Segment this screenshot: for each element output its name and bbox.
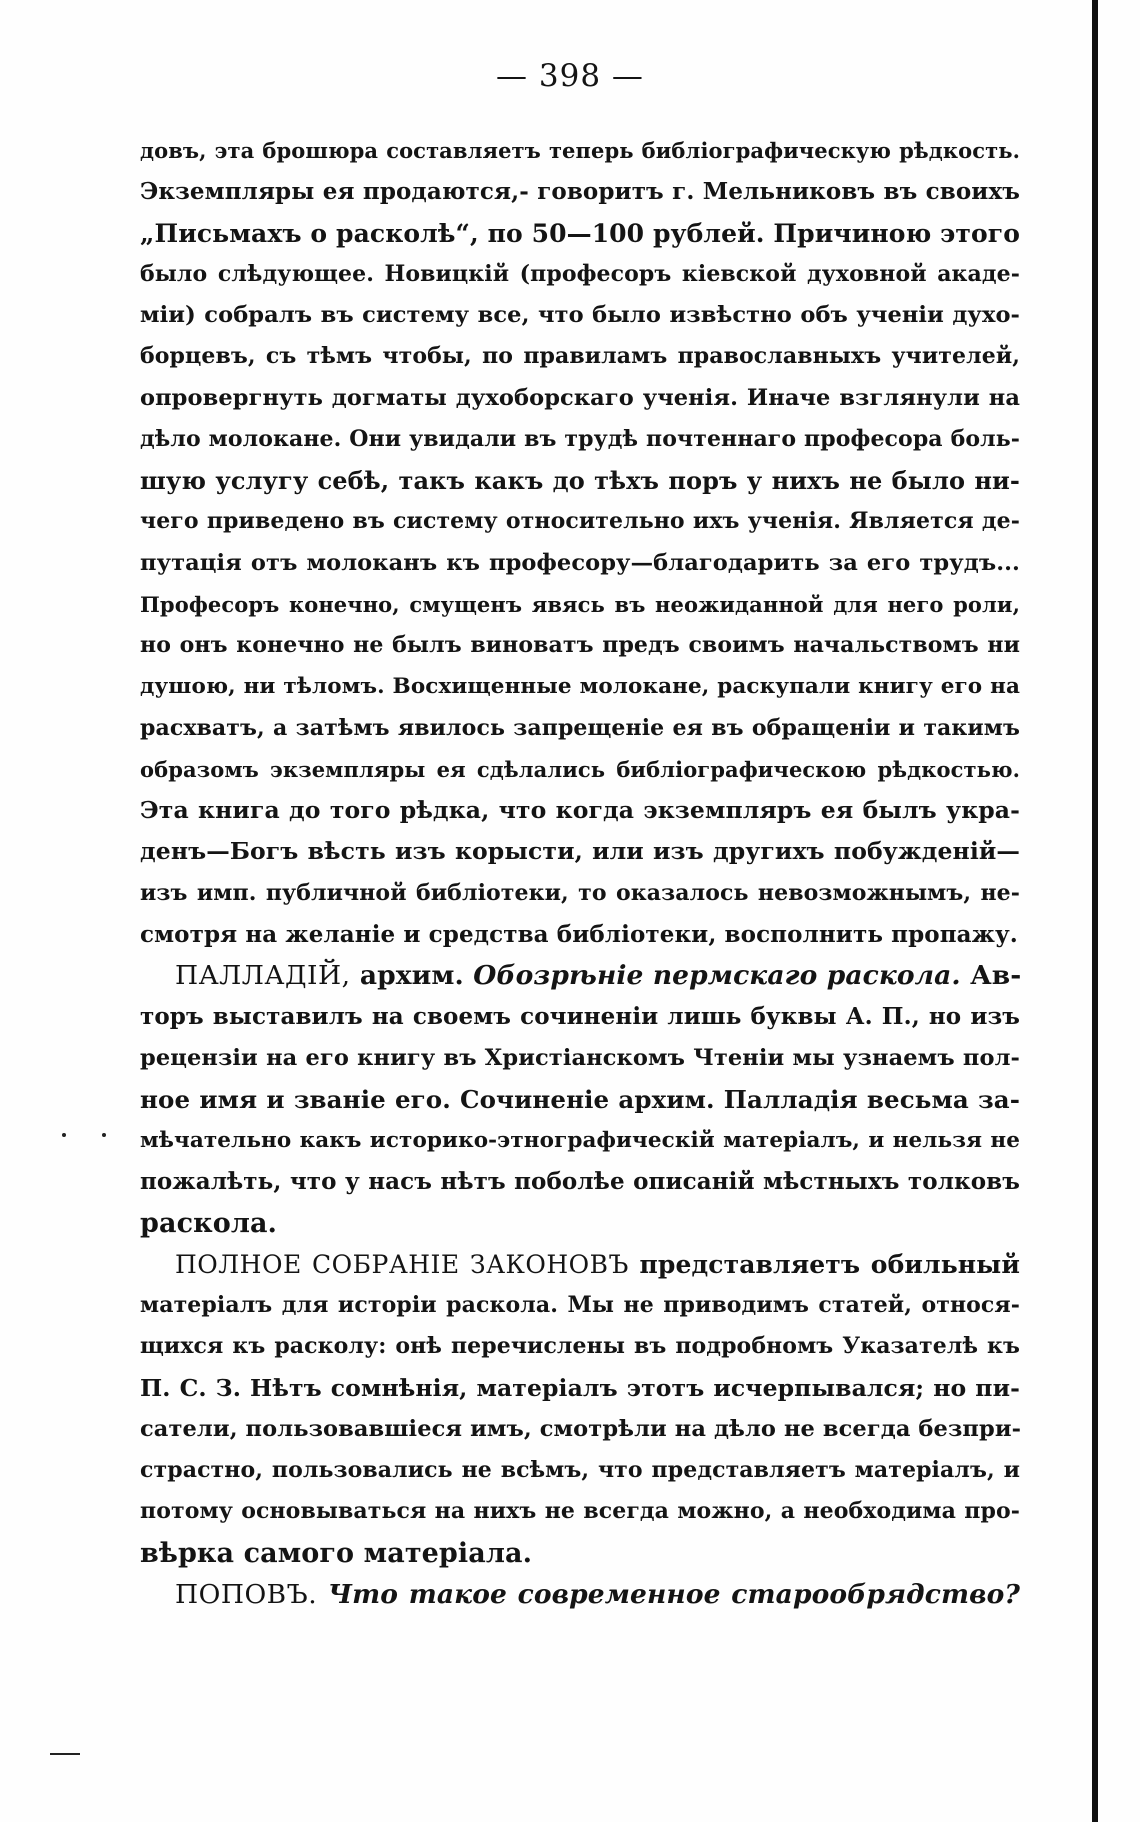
text-line: борцевъ, съ тѣмъ чтобы, по правиламъ православныхъ учителей, [140,343,1020,370]
text-line: Професоръ конечно, смущенъ явясь въ неожиданной для него роли, [140,591,1020,617]
text-line: изъ имп. публичной библіотеки, то оказалось невозможнымъ, не- [140,879,1020,906]
page-edge-shadow [1092,0,1098,1822]
text-line: шую услугу себѣ, такъ какъ до тѣхъ поръ у нихъ не было ни- [140,466,1020,495]
entry-first-line [140,1244,1020,1285]
margin-dot [62,1133,66,1137]
text-line: денъ—Богъ вѣсть изъ корысти, или изъ другихъ побужденій— [140,837,1020,866]
text-line: смотря на желаніе и средства библіотеки, восполнить пропажу. [140,920,1018,948]
entry-first-line-tail: Ав- [960,960,1022,991]
text-line: ное имя и званіе его. Сочиненіе архим. Палладія весьма за- [140,1084,1020,1114]
entry-title: Что такое современное старообрядство? [327,1578,1020,1610]
entry-heading: ПАЛЛАДІЙ, [175,960,351,991]
paragraph [140,1244,1020,1574]
text-line: торъ выставилъ на своемъ сочиненіи лишь буквы А. П., но изъ [140,1003,1020,1031]
text-line: матеріалъ для исторіи раскола. Мы не приводимъ статей, относя- [140,1292,1020,1318]
entry-heading: ПОЛНОЕ СОБРАНІЕ ЗАКОНОВЪ [175,1249,629,1279]
text-line: мѣчательно какъ историко-этнографическій матеріалъ, и нельзя не [140,1128,1020,1153]
text-line: опровергнуть догматы духоборскаго ученія. Иначе взглянули на [140,384,1020,411]
text-line: расхватъ, а затѣмъ явилось запрещеніе ея въ обращеніи и такимъ [140,714,1020,741]
text-line: душою, ни тѣломъ. Восхищенные молокане, раскупали книгу его на [140,674,1020,700]
text-line: но онъ конечно не былъ виноватъ предъ своимъ начальствомъ ни [140,632,1020,658]
entry-heading: ПОПОВЪ. [175,1578,318,1610]
text-line: образомъ экземпляры ея сдѣлались библіографическою рѣдкостью. [140,756,1020,782]
entry-heading-rest: архим. [350,960,474,991]
margin-dash [50,1753,80,1755]
text-line: путація отъ молоканъ къ професору—благодарить за его трудъ... [140,549,1020,576]
text-line: рецензіи на его книгу въ Христіанскомъ Чтеніи мы узнаемъ пол- [140,1044,1020,1071]
text-line: раскола. [140,1207,278,1239]
text-line: П. С. З. Нѣтъ сомнѣнія, матеріалъ этотъ исчерпывался; но пи- [140,1373,1020,1402]
entry-first-line [140,1574,1020,1615]
text-line: вѣрка самого матеріала. [140,1537,533,1569]
text-line: сатели, пользовавшіеся имъ, смотрѣли на дѣло не всегда безпри- [140,1415,1022,1442]
text-line: пожалѣть, что у насъ нѣтъ поболѣе описаній мѣстныхъ толковъ [140,1168,1020,1196]
text-line: было слѣдующее. Новицкій (професоръ кіевской духовной акаде- [140,260,1020,287]
text-line: потому основываться на нихъ не всегда можно, а необходима про- [140,1498,1020,1525]
text-line: страстно, пользовались не всѣмъ, что представляетъ матеріалъ, и [140,1457,1020,1483]
text-line: Экземпляры ея продаются,- говоритъ г. Мельниковъ въ своихъ [140,178,1020,206]
text-line: довъ, эта брошюра составляетъ теперь библіографическую рѣдкость. [140,138,1020,163]
text-line: Эта книга до того рѣдка, что когда экземпляръ ея былъ укра- [140,796,1020,824]
paragraph [140,955,1020,1244]
entry-first-line-tail: представляетъ обильный [628,1249,1020,1279]
text-line: дѣло молокане. Они увидали въ трудѣ почтеннаго професора боль- [140,425,1020,452]
paragraph [140,130,1020,955]
page-number: — 398 — [496,58,644,94]
entry-title: Обозрѣніе пермскаго раскола. [473,960,961,991]
entry-first-line [140,955,1020,996]
paragraph [140,1574,1020,1615]
text-line: міи) собралъ въ систему все, что было извѣстно объ ученіи духо- [140,302,1020,328]
text-line: чего приведено въ систему относительно ихъ ученія. Является де- [140,508,1020,535]
text-line: „Письмахъ о расколѣ“, по 50—100 рублей. Причиною этого [140,218,1020,248]
text-line: щихся къ расколу: онѣ перечислены въ подробномъ Указателѣ къ [140,1333,1020,1360]
margin-dot [102,1133,106,1137]
body-text [140,130,1020,1615]
